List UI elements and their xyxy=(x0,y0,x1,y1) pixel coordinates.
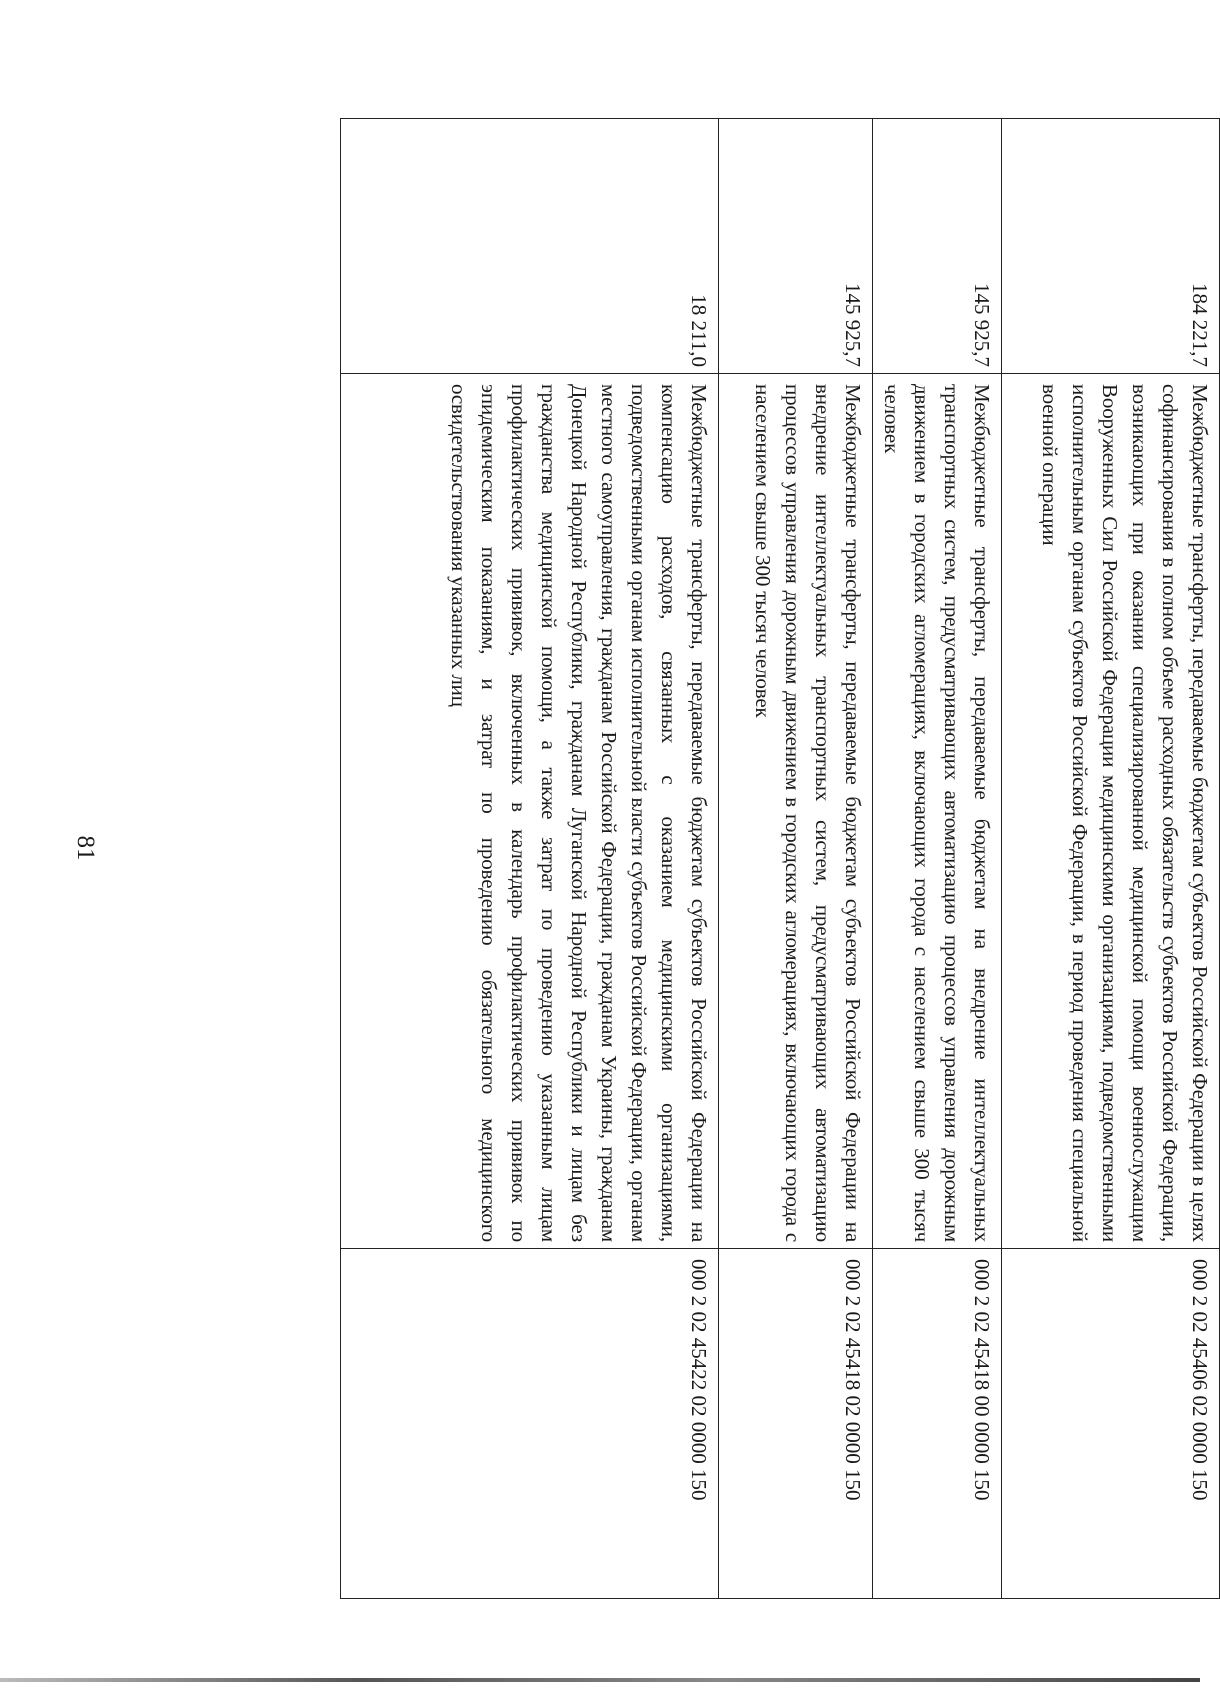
code-cell: 000 2 02 45406 02 0000 150 xyxy=(1002,1249,1220,1599)
amount-cell: 145 925,7 xyxy=(873,119,1002,374)
description-cell: Межбюджетные трансферты, передаваемые бюджетам на внедрение интеллектуальных транспортных систем, предусматривающих автоматизацию процессов управления дорожным движением в городских агломерациях, включающих города с населением свыше 300 тысяч человек xyxy=(873,374,1002,1249)
amount-cell: 18 211,0 xyxy=(341,119,719,374)
code-cell: 000 2 02 45418 00 0000 150 xyxy=(873,1249,1002,1599)
code-cell: 000 2 02 45422 02 0000 150 xyxy=(341,1249,719,1599)
description-cell: Межбюджетные трансферты, передаваемые бюджетам субъектов Российской Федерации на компенсацию расходов, связанных с оказанием медицинскими организациями, подведомственными органам исполнительной власти субъектов Российской Федерации, органам местного самоуправления, гражданам Российской Федерации, гражданам Украины, гражданам Донецкой Народной Республики, гражданам Луганской Народной Республики и лицам без гражданства медицинской помощи, а также затрат по проведению указанным лицам профилактических прививок, включенных в календарь профилактических прививок по эпидемическим показаниям, и затрат по проведению обязательного медицинского освидетельствования указанных лиц xyxy=(341,374,719,1249)
description-cell: Межбюджетные трансферты, передаваемые бюджетам субъектов Российской Федерации на внедрение интеллектуальных транспортных систем, предусматривающих автоматизацию процессов управления дорожным движением в городских агломерациях, включающих города с населением свыше 300 тысяч человек xyxy=(719,374,873,1249)
amount-cell: 184 221,7 xyxy=(1002,119,1220,374)
table-row xyxy=(873,119,1002,1599)
scan-edge-line xyxy=(0,1678,1200,1682)
page-number: 81 xyxy=(72,835,99,861)
table-row xyxy=(341,119,719,1599)
amount-cell: 145 925,7 xyxy=(719,119,873,374)
table-row xyxy=(719,119,873,1599)
table-row xyxy=(1002,119,1220,1599)
rotated-table-container xyxy=(340,118,1220,1598)
description-cell: Межбюджетные трансферты, передаваемые бюджетам субъектов Российской Федерации в целях софинансирования в полном объеме расходных обязательств субъектов Российской Федерации, возникающих при оказании специализированной медицинской помощи военнослужащим Вооруженных Сил Российской Федерации медицинскими организациями, подведомственными исполнительным органам субъектов Российской Федерации, в период проведения специальной военной операции xyxy=(1002,374,1220,1249)
code-cell: 000 2 02 45418 02 0000 150 xyxy=(719,1249,873,1599)
budget-table xyxy=(340,118,1220,1599)
